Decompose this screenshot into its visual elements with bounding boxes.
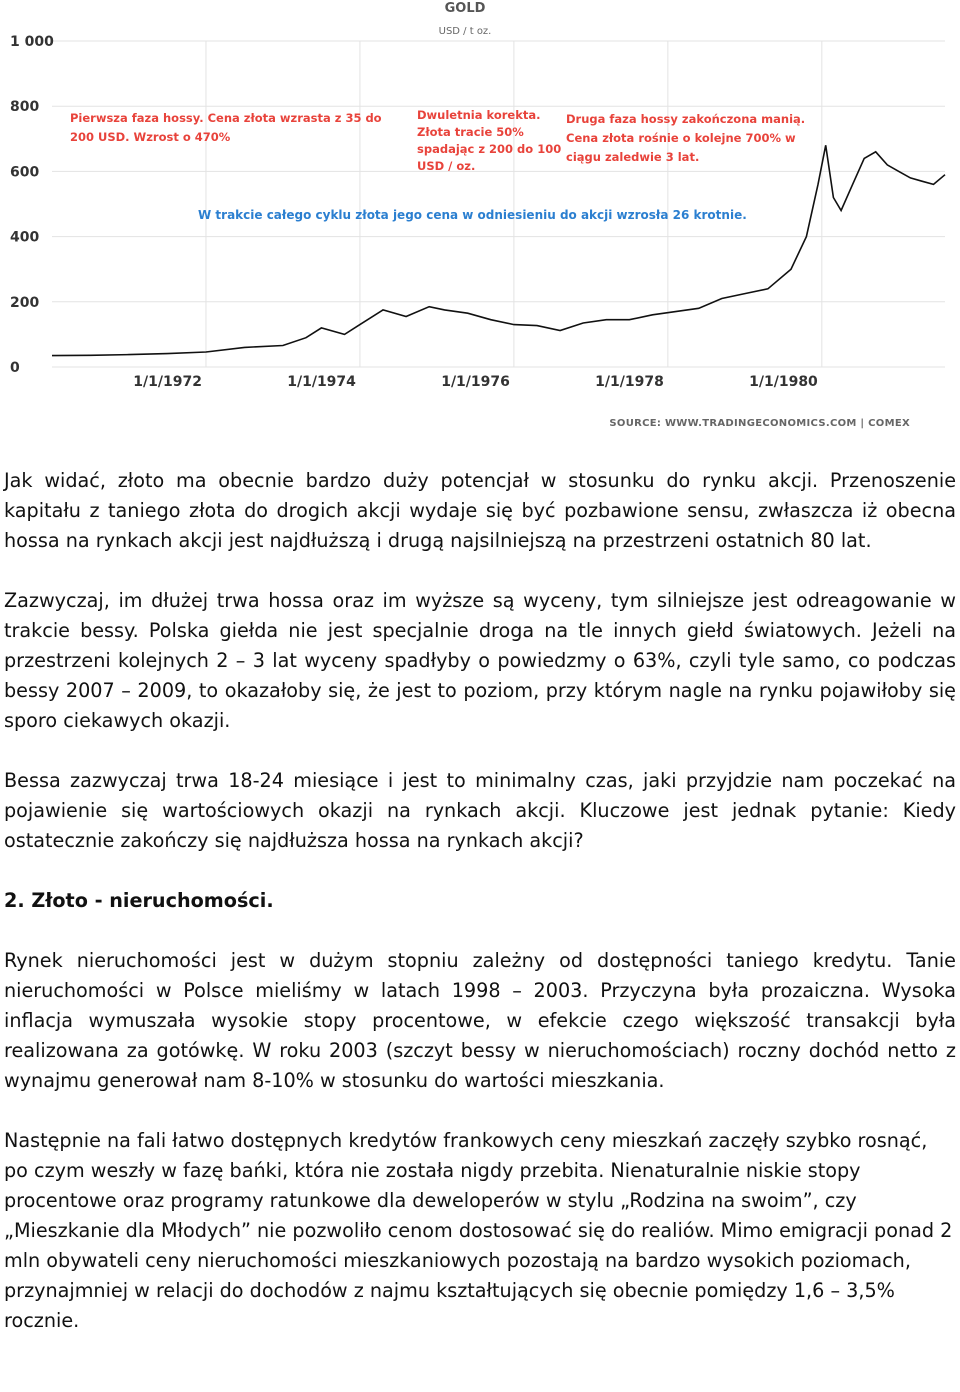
gold-price-line xyxy=(52,145,945,355)
annotation-phase1-line1: Pierwsza faza hossy. Cena złota wzrasta z 35 do xyxy=(70,111,382,125)
annotation-phase2 xyxy=(566,112,805,164)
annotation-correction-line1: Dwuletnia korekta. xyxy=(417,108,541,122)
y-tick-label: 800 xyxy=(10,99,40,116)
x-tick-label: 1/1/1972 xyxy=(133,374,202,390)
y-tick-label: 0 xyxy=(10,360,20,376)
gold-price-chart xyxy=(0,0,960,450)
paragraph-2: Zazwyczaj, im dłużej trwa hossa oraz im wyższe są wyceny, tym silniejsze jest odreagowanie w trakcie bessy. Polska giełda nie jest specjalnie droga na tle innych giełd światowych. Jeżeli na przestrzeni kolejnych 2 – 3 lat wyceny spadłyby o powiedzmy o 63%, czyli tyle samo, co podczas bessy 2007 – 2009, to okazałoby się, że jest to poziom, przy którym nagle na rynku pojawiłoby się sporo ciekawych okazji. xyxy=(4,589,956,732)
x-axis xyxy=(133,374,818,390)
y-axis xyxy=(10,34,54,376)
chart-source: SOURCE: WWW.TRADINGECONOMICS.COM | COMEX xyxy=(609,418,910,429)
chart-title: GOLD xyxy=(444,1,486,16)
x-tick-label: 1/1/1976 xyxy=(441,374,510,390)
paragraph-4: Rynek nieruchomości jest w dużym stopniu zależny od dostępności taniego kredytu. Tanie nieruchomości w Polsce mieliśmy w latach 1998 – 2003. Przyczyna była prozaiczna. Wysoka inflacja wymuszała wysokie stopy procentowe, w efekcie czego większość transakcji była realizowana za gotówkę. W roku 2003 (szczyt bessy w nieruchomościach) roczny dochód netto z wynajmu generował nam 8-10% w stosunku do wartości mieszkania. xyxy=(4,949,956,1092)
paragraph-5: Następnie na fali łatwo dostępnych kredytów frankowych ceny mieszkań zaczęły szybko rosnąć, po czym weszły w fazę bańki, która nie została nigdy przebita. Nienaturalnie niskie stopy procentowe oraz programy ratunkowe dla deweloperów w stylu „Rodzina na swoim”, czy „Mieszkanie dla Młodych” nie pozwoliło cenom dostosować się do realiów. Mimo emigracji ponad 2 mln obywateli ceny nieruchomości mieszkaniowych pozostają na bardzo wysokich poziomach, przynajmniej w relacji do dochodów z najmu kształtujących się obecnie pomiędzy 1,6 – 3,5% rocznie. xyxy=(4,1129,953,1332)
paragraph-1: Jak widać, złoto ma obecnie bardzo duży potencjał w stosunku do rynku akcji. Przenoszenie kapitału z taniego złota do drogich akcji wydaje się być pozbawione sensu, zwłaszcza iż obecna hossa na rynkach akcji jest najdłuższą i drugą najsilniejszą na przestrzeni ostatnich 80 lat. xyxy=(4,469,956,552)
y-tick-label: 400 xyxy=(10,229,40,246)
annotation-phase2-line2: Cena złota rośnie o kolejne 700% w xyxy=(566,131,796,145)
grid xyxy=(52,41,945,367)
gold-chart-figure xyxy=(0,0,960,450)
article-body xyxy=(4,466,956,1366)
annotation-phase1 xyxy=(70,111,382,144)
paragraph-3: Bessa zazwyczaj trwa 18-24 miesiące i jest to minimalny czas, jaki przyjdzie nam poczekać na pojawienie się wartościowych okazji na rynkach akcji. Kluczowe jest jednak pytanie: Kiedy ostatecznie zakończy się najdłuższa hossa na rynkach akcji? xyxy=(4,769,956,852)
y-tick-label: 600 xyxy=(10,164,40,181)
annotation-correction-line3: spadając z 200 do 100 xyxy=(417,142,562,156)
annotation-phase2-line3: ciągu zaledwie 3 lat. xyxy=(566,150,700,164)
annotation-phase2-line1: Druga faza hossy zakończona manią. xyxy=(566,112,806,126)
annotation-correction-line2: Złota tracie 50% xyxy=(417,125,524,139)
section-heading: 2. Złoto - nieruchomości. xyxy=(4,889,274,912)
x-tick-label: 1/1/1978 xyxy=(595,374,664,390)
x-tick-label: 1/1/1980 xyxy=(749,374,818,390)
annotation-phase1-line2: 200 USD. Wzrost o 470% xyxy=(70,130,231,144)
chart-subtitle: USD / t oz. xyxy=(438,26,492,37)
y-tick-label: 200 xyxy=(10,294,40,311)
y-tick-label: 1 000 xyxy=(10,34,54,50)
annotation-correction-line4: USD / oz. xyxy=(417,159,476,173)
annotation-cycle: W trakcie całego cyklu złota jego cena w odniesieniu do akcji wzrosła 26 krotnie. xyxy=(198,208,747,222)
annotation-correction xyxy=(417,108,561,173)
x-tick-label: 1/1/1974 xyxy=(287,374,356,390)
